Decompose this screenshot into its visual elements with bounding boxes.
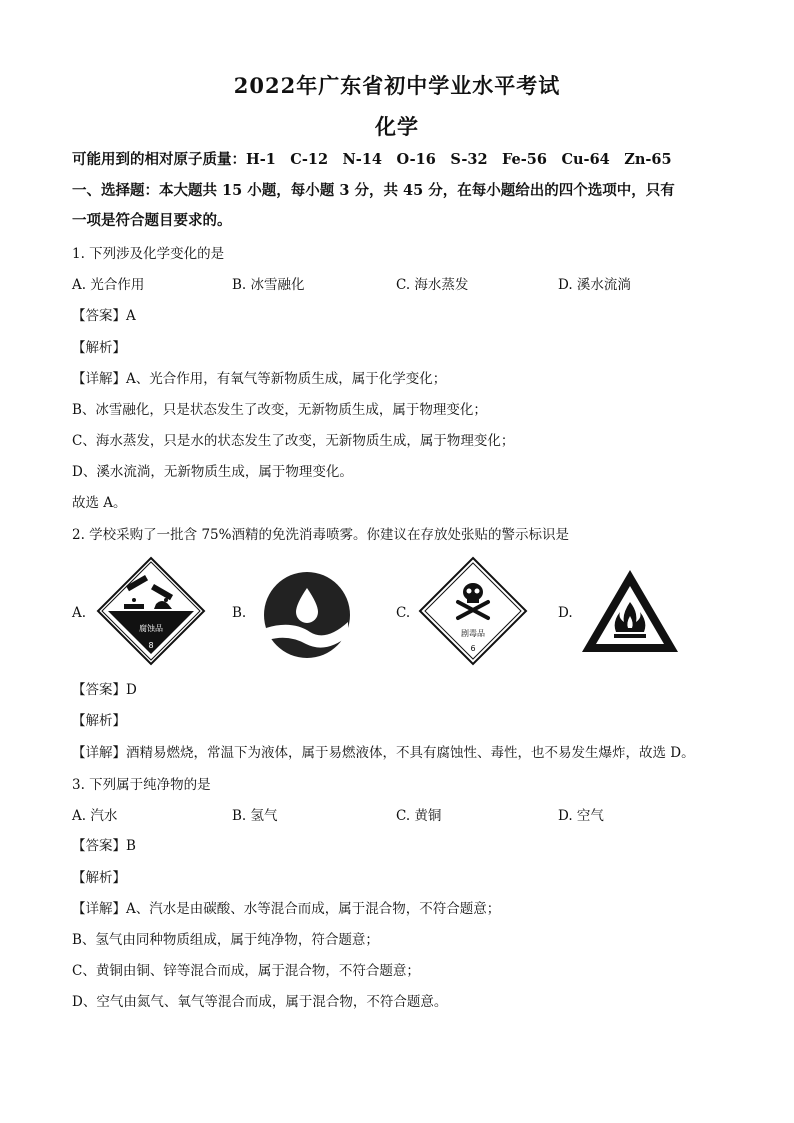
- q1-option-a: A. 光合作用: [72, 277, 145, 293]
- section-heading-line2: 一项是符合题目要求的。: [72, 212, 232, 229]
- q1-analysis: 【解析】: [72, 340, 126, 356]
- svg-text:6: 6: [470, 644, 476, 653]
- atomic-mass-line: 可能用到的相对原子质量：H-1 C-12 N-14 O-16 S-32 Fe-56 Cu-64 Zn-65: [72, 151, 672, 168]
- q1-option-b: B. 冰雪融化: [232, 277, 305, 293]
- exam-title: 2022年广东省初中学业水平考试: [233, 73, 561, 98]
- q3-detail-2: B、氢气由同种物质组成，属于纯净物，符合题意；: [72, 932, 379, 948]
- q3-option-a: A. 汽水: [72, 808, 118, 824]
- q2-detail-1: 【详解】酒精易燃烧，常温下为液体，属于易燃液体，不具有腐蚀性、毒性，也不易发生爆炸，故选 D。: [72, 745, 695, 761]
- svg-text:8: 8: [148, 641, 154, 650]
- q2-answer: 【答案】D: [72, 682, 137, 698]
- q1-detail-4: D、溪水流淌，无新物质生成，属于物理变化。: [72, 464, 353, 480]
- q2-option-d-label: D.: [558, 605, 573, 621]
- corrosive-sign-icon: [96, 556, 206, 666]
- q3-stem: 3. 下列属于纯净物的是: [72, 777, 211, 793]
- q3-option-c: C. 黄铜: [396, 808, 442, 824]
- q3-option-d: D. 空气: [558, 808, 604, 824]
- q1-answer: 【答案】A: [72, 308, 136, 324]
- toxic-sign-icon: [418, 556, 528, 666]
- q3-detail-1: 【详解】A、汽水是由碳酸、水等混合而成，属于混合物，不符合题意；: [72, 901, 501, 917]
- q3-option-b: B. 氢气: [232, 808, 278, 824]
- toxic-sign-text: 剧毒品: [461, 629, 485, 638]
- q1-detail-3: C、海水蒸发，只是水的状态发生了改变，无新物质生成，属于物理变化；: [72, 433, 515, 449]
- q2-option-a-label: A.: [72, 605, 87, 621]
- q1-detail-5: 故选 A。: [72, 495, 127, 511]
- section-heading-line1: 一、选择题：本大题共 15 小题，每小题 3 分，共 45 分，在每小题给出的四个选项中，只有: [72, 182, 675, 199]
- q2-option-c-label: C.: [396, 605, 411, 621]
- corrosive-sign-text: 腐蚀品: [139, 624, 163, 633]
- q3-analysis: 【解析】: [72, 870, 126, 886]
- q2-analysis: 【解析】: [72, 713, 126, 729]
- q1-stem: 1. 下列涉及化学变化的是: [72, 246, 225, 262]
- exam-subject: 化学: [375, 114, 419, 139]
- q3-detail-4: D、空气由氮气、氧气等混合而成，属于混合物，不符合题意。: [72, 994, 448, 1010]
- q3-detail-3: C、黄铜由铜、锌等混合而成，属于混合物，不符合题意；: [72, 963, 420, 979]
- q2-stem: 2. 学校采购了一批含 75%酒精的免洗消毒喷雾。你建议在存放处张贴的警示标识是: [72, 527, 569, 543]
- q2-option-b-label: B.: [232, 605, 247, 621]
- water-drop-sign-icon: [262, 570, 352, 660]
- q1-detail-1: 【详解】A、光合作用，有氧气等新物质生成，属于化学变化；: [72, 371, 447, 387]
- q3-answer: 【答案】B: [72, 838, 136, 854]
- q1-detail-2: B、冰雪融化，只是状态发生了改变，无新物质生成，属于物理变化；: [72, 402, 487, 418]
- q1-option-c: C. 海水蒸发: [396, 277, 469, 293]
- q1-option-d: D. 溪水流淌: [558, 277, 631, 293]
- flammable-sign-icon: [580, 568, 680, 654]
